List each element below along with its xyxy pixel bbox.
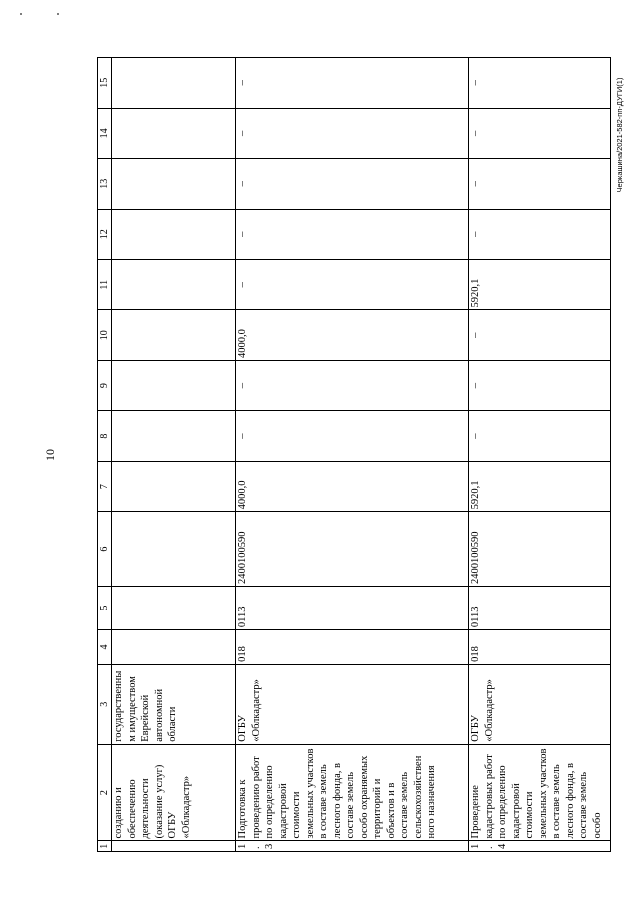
executor-cell: государственным имуществом Еврейской автономной области bbox=[112, 664, 236, 744]
table-cell bbox=[112, 209, 236, 259]
table-cell: 2400100590 bbox=[469, 512, 611, 587]
table-cell: – bbox=[469, 310, 611, 360]
row-number-cell bbox=[112, 841, 236, 852]
table-cell: – bbox=[469, 209, 611, 259]
table-cell: – bbox=[236, 108, 469, 158]
page-number: 10 bbox=[43, 449, 57, 461]
header-cell: 1 bbox=[98, 841, 112, 852]
header-cell: 2 bbox=[98, 744, 112, 841]
table-cell: – bbox=[236, 260, 469, 310]
table-cell bbox=[112, 360, 236, 410]
table-cell: – bbox=[469, 58, 611, 109]
table-cell bbox=[112, 260, 236, 310]
header-cell: 15 bbox=[98, 58, 112, 109]
scan-dot bbox=[57, 13, 59, 15]
scan-dot bbox=[20, 13, 22, 15]
header-cell: 9 bbox=[98, 360, 112, 410]
document-reference: Черкашина/2021-582-пп-ДУГИ(1) bbox=[615, 77, 624, 193]
table-cell: – bbox=[236, 411, 469, 461]
table-cell: 0113 bbox=[236, 587, 469, 630]
header-cell: 4 bbox=[98, 630, 112, 665]
table-cell bbox=[112, 58, 236, 109]
table-cell bbox=[112, 310, 236, 360]
row-number-cell: 1.3 bbox=[236, 841, 469, 852]
header-cell: 6 bbox=[98, 512, 112, 587]
table-cell bbox=[112, 587, 236, 630]
table-row bbox=[236, 58, 469, 852]
budget-table bbox=[97, 57, 611, 852]
header-cell: 7 bbox=[98, 461, 112, 511]
table-cell: 4000,0 bbox=[236, 461, 469, 511]
executor-cell: ОГБУ «Облкадастр» bbox=[236, 664, 469, 744]
table-cell: – bbox=[469, 108, 611, 158]
table-cell bbox=[112, 461, 236, 511]
header-cell: 11 bbox=[98, 260, 112, 310]
header-cell: 10 bbox=[98, 310, 112, 360]
table-cell bbox=[112, 159, 236, 209]
activity-name-cell: Подготовка к проведению работ по определению кадастровой стоимости земельных участков в составе земель лесного фонда, в составе земель особо охраняемых территорий и объектов и в составе земель сельскохозяйствен ного назначения bbox=[236, 744, 469, 841]
table-cell: – bbox=[469, 411, 611, 461]
header-cell: 14 bbox=[98, 108, 112, 158]
executor-cell: ОГБУ «Облкадастр» bbox=[469, 664, 611, 744]
table-cell: 2400100590 bbox=[236, 512, 469, 587]
table-row bbox=[112, 58, 236, 852]
table-cell bbox=[112, 630, 236, 665]
table-cell: – bbox=[236, 360, 469, 410]
table-cell: – bbox=[469, 360, 611, 410]
table-cell bbox=[112, 108, 236, 158]
activity-name-cell: созданию и обеспечению деятельности (оказание услуг) ОГБУ «Облкадастр» bbox=[112, 744, 236, 841]
table-cell bbox=[112, 411, 236, 461]
header-cell: 5 bbox=[98, 587, 112, 630]
activity-name-cell: Проведение кадастровых работ по определению кадастровой стоимости земельных участков в составе земель лесного фонда, в составе земель особо bbox=[469, 744, 611, 841]
rotated-table-container bbox=[97, 57, 612, 852]
table-row bbox=[469, 58, 611, 852]
row-number-cell: 1.4 bbox=[469, 841, 611, 852]
table-cell: 0113 bbox=[469, 587, 611, 630]
table-cell: – bbox=[469, 159, 611, 209]
table-cell: – bbox=[236, 159, 469, 209]
header-cell: 13 bbox=[98, 159, 112, 209]
table-cell: 018 bbox=[469, 630, 611, 665]
table-cell: 5920,1 bbox=[469, 461, 611, 511]
header-cell: 3 bbox=[98, 664, 112, 744]
header-cell: 8 bbox=[98, 411, 112, 461]
table-cell: 5920,1 bbox=[469, 260, 611, 310]
table-cell: – bbox=[236, 209, 469, 259]
table-cell: – bbox=[236, 58, 469, 109]
header-row bbox=[98, 58, 112, 852]
table-cell bbox=[112, 512, 236, 587]
table-cell: 4000,0 bbox=[236, 310, 469, 360]
table-cell: 018 bbox=[236, 630, 469, 665]
header-cell: 12 bbox=[98, 209, 112, 259]
